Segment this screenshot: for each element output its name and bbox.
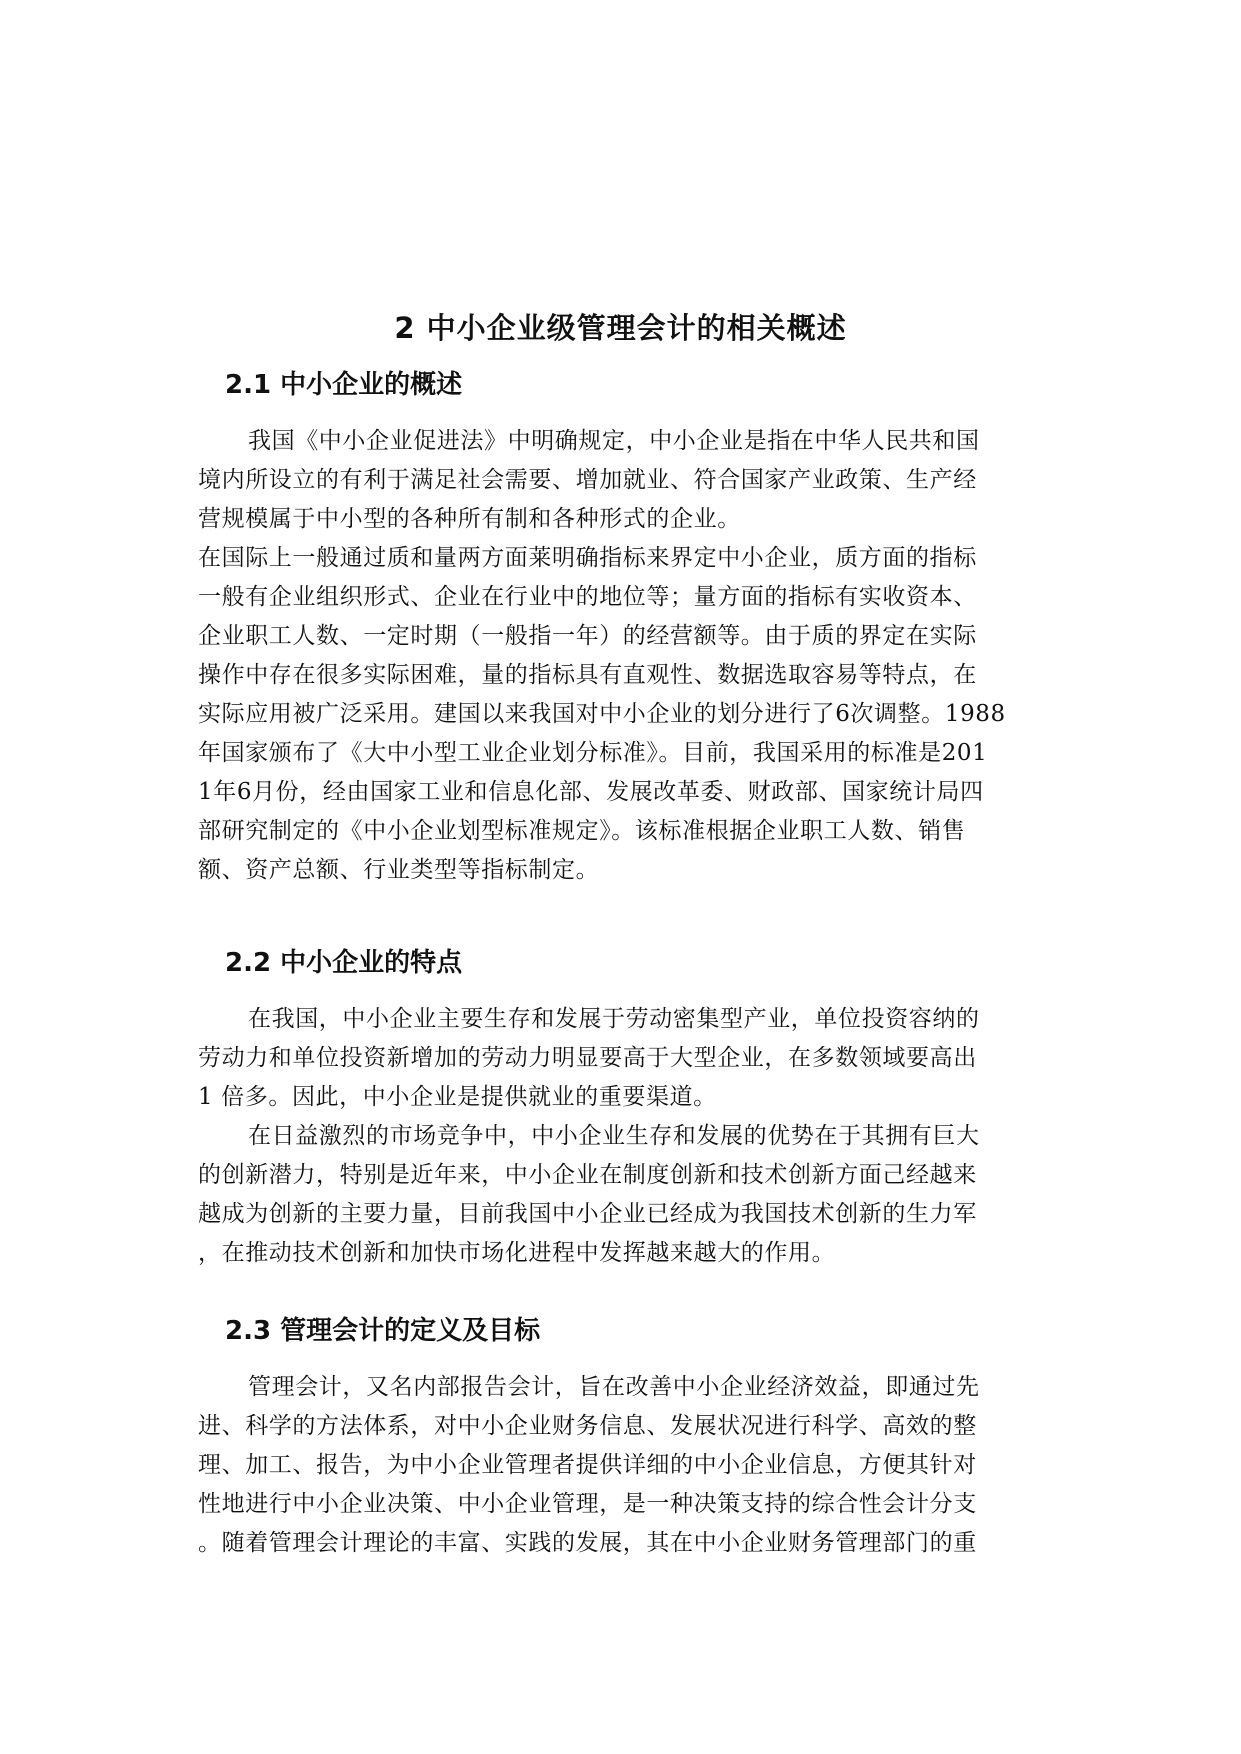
text-line: 营规模属于中小型的各种所有制和各种形式的企业。	[198, 506, 741, 532]
text-line: 进、科学的方法体系，对中小企业财务信息、发展状况进行科学、高效的整	[198, 1413, 977, 1439]
text-line: 管理会计，又名内部报告会计，旨在改善中小企业经济效益，即通过先	[248, 1374, 980, 1400]
text-line: 在日益激烈的市场竞争中，中小企业生存和发展的优势在于其拥有巨大	[248, 1123, 980, 1149]
text-line: 在国际上一般通过质和量两方面莱明确指标来界定中小企业，质方面的指标	[198, 545, 977, 571]
text-line: 劳动力和单位投资新增加的劳动力明显要高于大型企业，在多数领域要高出	[198, 1045, 977, 1071]
text-line: 操作中存在很多实际困难，量的指标具有直观性、数据选取容易等特点，在	[198, 662, 977, 688]
paragraph-2-2-b	[198, 1117, 1038, 1273]
section-heading-2-1: 2.1 中小企业的概述	[225, 370, 463, 400]
text-line: ，在推动技术创新和加快市场化进程中发挥越来越大的作用。	[198, 1240, 836, 1266]
paragraph-2-1-a	[198, 422, 1038, 539]
text-line: 越成为创新的主要力量，目前我国中小企业已经成为我国技术创新的生力军	[198, 1201, 977, 1227]
text-line: 我国《中小企业促进法》中明确规定，中小企业是指在中华人民共和国	[248, 428, 980, 454]
text-line: 境内所设立的有利于满足社会需要、增加就业、符合国家产业政策、生产经	[198, 467, 977, 493]
text-line: 1 倍多。因此，中小企业是提供就业的重要渠道。	[198, 1084, 717, 1110]
paragraph-2-3-a	[198, 1368, 1038, 1563]
chapter-title: 2 中小企业级管理会计的相关概述	[394, 311, 847, 345]
text-line: 在我国，中小企业主要生存和发展于劳动密集型产业，单位投资容纳的	[248, 1006, 980, 1032]
text-line: 的创新潜力，特别是近年来，中小企业在制度创新和技术创新方面己经越来	[198, 1162, 977, 1188]
text-line: 。随着管理会计理论的丰富、实践的发展，其在中小企业财务管理部门的重	[198, 1530, 977, 1556]
paragraph-2-1-b	[198, 539, 1038, 890]
text-line: 理、加工、报告，为中小企业管理者提供详细的中小企业信息，方便其针对	[198, 1452, 977, 1478]
text-line: 1年6月份，经由国家工业和信息化部、发展改革委、财政部、国家统计局四	[198, 779, 984, 805]
paragraph-2-2-a	[198, 1000, 1038, 1117]
section-heading-2-3: 2.3 管理会计的定义及目标	[225, 1316, 541, 1346]
text-line: 一般有企业组织形式、企业在行业中的地位等；量方面的指标有实收资本、	[198, 584, 977, 610]
text-line: 额、资产总额、行业类型等指标制定。	[198, 857, 600, 883]
text-line: 部研究制定的《中小企业划型标准规定》。该标准根据企业职工人数、销售	[198, 818, 966, 844]
section-heading-2-2: 2.2 中小企业的特点	[225, 948, 463, 978]
text-line: 实际应用被广泛采用。建国以来我国对中小企业的划分进行了6次调整。1988	[198, 701, 1006, 727]
text-line: 年国家颁布了《大中小型工业企业划分标准》。目前，我国采用的标准是201	[198, 740, 988, 766]
text-line: 企业职工人数、一定时期（一般指一年）的经营额等。由于质的界定在实际	[198, 623, 977, 649]
text-line: 性地进行中小企业决策、中小企业管理，是一种决策支持的综合性会计分支	[198, 1491, 977, 1517]
